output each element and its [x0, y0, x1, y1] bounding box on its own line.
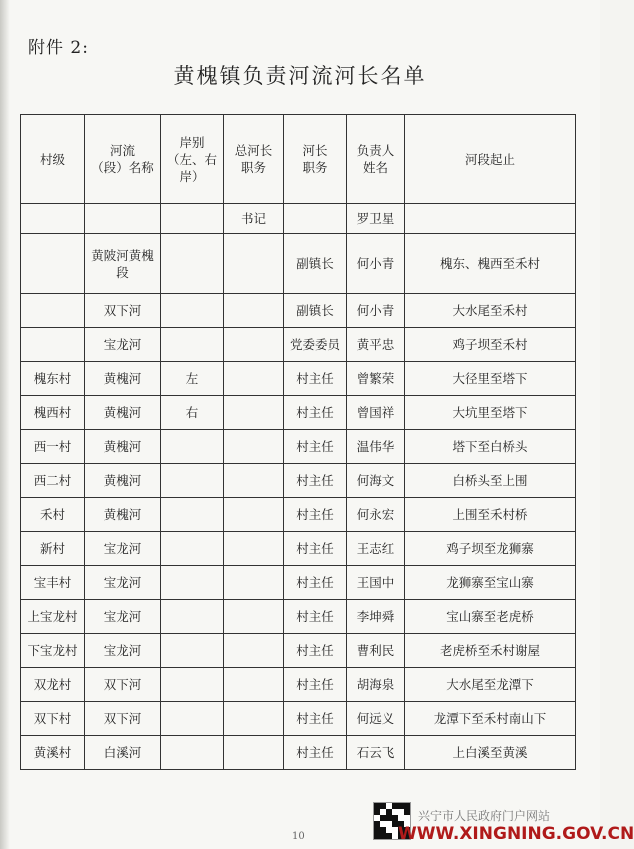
cell-village: 西二村: [21, 464, 85, 498]
cell-person: 王国中: [347, 566, 405, 600]
cell-river: 宝龙河: [85, 328, 161, 362]
cell-chief: 村主任: [284, 396, 347, 430]
table-row: [21, 498, 576, 532]
cell-section: 宝山寨至老虎桥: [405, 600, 576, 634]
cell-village: 下宝龙村: [21, 634, 85, 668]
cell-chief-post: [224, 328, 284, 362]
cell-chief-post: [224, 430, 284, 464]
table-row: [21, 600, 576, 634]
cell-chief-post: [224, 600, 284, 634]
attachment-label: 附件 2:: [28, 38, 89, 58]
cell-section: 白桥头至上围: [405, 464, 576, 498]
cell-village: 新村: [21, 532, 85, 566]
header-chief-post: 总河长 职务: [224, 115, 284, 204]
cell-village: [21, 234, 85, 294]
cell-person: 曹利民: [347, 634, 405, 668]
cell-river: [85, 204, 161, 234]
cell-village: 黄溪村: [21, 736, 85, 770]
cell-bank: [161, 566, 224, 600]
cell-section: 大径里至塔下: [405, 362, 576, 396]
cell-chief: 村主任: [284, 464, 347, 498]
site-watermark: WWW.XINGNING.GOV.CN: [398, 824, 634, 844]
cell-village: 宝丰村: [21, 566, 85, 600]
table-row: [21, 566, 576, 600]
table-header-row: [21, 115, 576, 204]
cell-village: [21, 328, 85, 362]
cell-bank: [161, 204, 224, 234]
scan-edge-shadow: [0, 0, 10, 849]
cell-river: 双下河: [85, 702, 161, 736]
table-row: [21, 204, 576, 234]
cell-chief: 党委委员: [284, 328, 347, 362]
cell-chief-post: [224, 234, 284, 294]
page-title: 黄槐镇负责河流河长名单: [173, 64, 427, 88]
cell-chief-post: [224, 294, 284, 328]
page-number: 10: [292, 831, 305, 842]
site-name: 兴宁市人民政府门户网站: [418, 809, 551, 823]
river-chief-table: [20, 114, 576, 770]
cell-river: 黄槐河: [85, 498, 161, 532]
cell-chief: 村主任: [284, 736, 347, 770]
cell-river: 宝龙河: [85, 634, 161, 668]
cell-chief-post: [224, 566, 284, 600]
cell-section: 塔下至白桥头: [405, 430, 576, 464]
header-section: 河段起止: [405, 115, 576, 204]
cell-chief: [284, 204, 347, 234]
cell-river: 黄槐河: [85, 464, 161, 498]
cell-chief-post: 书记: [224, 204, 284, 234]
cell-section: [405, 204, 576, 234]
cell-person: 何永宏: [347, 498, 405, 532]
cell-bank: [161, 668, 224, 702]
header-village: 村级: [21, 115, 85, 204]
header-bank: 岸别 （左、右 岸）: [161, 115, 224, 204]
cell-bank: [161, 328, 224, 362]
cell-person: 王志红: [347, 532, 405, 566]
cell-person: 何小青: [347, 294, 405, 328]
cell-person: 曾繁荣: [347, 362, 405, 396]
cell-chief-post: [224, 396, 284, 430]
cell-person: 黄平忠: [347, 328, 405, 362]
cell-river: 宝龙河: [85, 532, 161, 566]
header-chief: 河长 职务: [284, 115, 347, 204]
cell-chief: 村主任: [284, 668, 347, 702]
cell-person: 罗卫星: [347, 204, 405, 234]
cell-river: 黄陂河黄槐段: [85, 234, 161, 294]
cell-section: 老虎桥至禾村谢屋: [405, 634, 576, 668]
cell-chief-post: [224, 634, 284, 668]
cell-river: 黄槐河: [85, 430, 161, 464]
cell-village: 西一村: [21, 430, 85, 464]
table-row: [21, 668, 576, 702]
cell-bank: 右: [161, 396, 224, 430]
cell-section: 上围至禾村桥: [405, 498, 576, 532]
cell-village: 槐西村: [21, 396, 85, 430]
cell-person: 李坤舜: [347, 600, 405, 634]
cell-chief-post: [224, 498, 284, 532]
cell-bank: [161, 430, 224, 464]
cell-chief-post: [224, 362, 284, 396]
table-row: [21, 234, 576, 294]
cell-village: [21, 294, 85, 328]
cell-village: 禾村: [21, 498, 85, 532]
header-river: 河流 （段）名称: [85, 115, 161, 204]
cell-bank: 左: [161, 362, 224, 396]
cell-bank: [161, 294, 224, 328]
cell-bank: [161, 736, 224, 770]
cell-person: 何远义: [347, 702, 405, 736]
cell-river: 宝龙河: [85, 600, 161, 634]
cell-village: 槐东村: [21, 362, 85, 396]
table-row: [21, 464, 576, 498]
cell-section: 上白溪至黄溪: [405, 736, 576, 770]
header-person: 负责人 姓名: [347, 115, 405, 204]
cell-chief: 村主任: [284, 498, 347, 532]
cell-section: 槐东、槐西至禾村: [405, 234, 576, 294]
cell-person: 胡海泉: [347, 668, 405, 702]
cell-person: 何海文: [347, 464, 405, 498]
cell-section: 大水尾至禾村: [405, 294, 576, 328]
cell-section: 龙狮寨至宝山寨: [405, 566, 576, 600]
cell-person: 石云飞: [347, 736, 405, 770]
cell-person: 曾国祥: [347, 396, 405, 430]
cell-village: [21, 204, 85, 234]
cell-chief: 村主任: [284, 362, 347, 396]
cell-bank: [161, 702, 224, 736]
cell-person: 温伟华: [347, 430, 405, 464]
cell-bank: [161, 634, 224, 668]
cell-chief-post: [224, 464, 284, 498]
table-row: [21, 396, 576, 430]
cell-section: 大水尾至龙潭下: [405, 668, 576, 702]
cell-chief: 村主任: [284, 430, 347, 464]
cell-chief: 村主任: [284, 600, 347, 634]
table-row: [21, 634, 576, 668]
cell-village: 双下村: [21, 702, 85, 736]
cell-bank: [161, 234, 224, 294]
cell-section: 龙潭下至禾村南山下: [405, 702, 576, 736]
cell-chief-post: [224, 668, 284, 702]
cell-bank: [161, 600, 224, 634]
cell-chief: 村主任: [284, 634, 347, 668]
cell-river: 双下河: [85, 294, 161, 328]
cell-river: 宝龙河: [85, 566, 161, 600]
cell-village: 上宝龙村: [21, 600, 85, 634]
cell-river: 白溪河: [85, 736, 161, 770]
cell-section: 鸡子坝至龙狮寨: [405, 532, 576, 566]
cell-section: 大坑里至塔下: [405, 396, 576, 430]
cell-river: 双下河: [85, 668, 161, 702]
cell-river: 黄槐河: [85, 396, 161, 430]
table-row: [21, 736, 576, 770]
table-row: [21, 532, 576, 566]
cell-village: 双龙村: [21, 668, 85, 702]
cell-chief-post: [224, 736, 284, 770]
cell-bank: [161, 532, 224, 566]
cell-chief-post: [224, 532, 284, 566]
cell-chief: 村主任: [284, 532, 347, 566]
cell-chief: 村主任: [284, 702, 347, 736]
cell-bank: [161, 498, 224, 532]
table-row: [21, 294, 576, 328]
table-row: [21, 430, 576, 464]
cell-section: 鸡子坝至禾村: [405, 328, 576, 362]
table-row: [21, 362, 576, 396]
table-row: [21, 328, 576, 362]
cell-river: 黄槐河: [85, 362, 161, 396]
cell-chief-post: [224, 702, 284, 736]
cell-chief: 村主任: [284, 566, 347, 600]
cell-chief: 副镇长: [284, 294, 347, 328]
cell-bank: [161, 464, 224, 498]
cell-person: 何小青: [347, 234, 405, 294]
cell-chief: 副镇长: [284, 234, 347, 294]
table-row: [21, 702, 576, 736]
